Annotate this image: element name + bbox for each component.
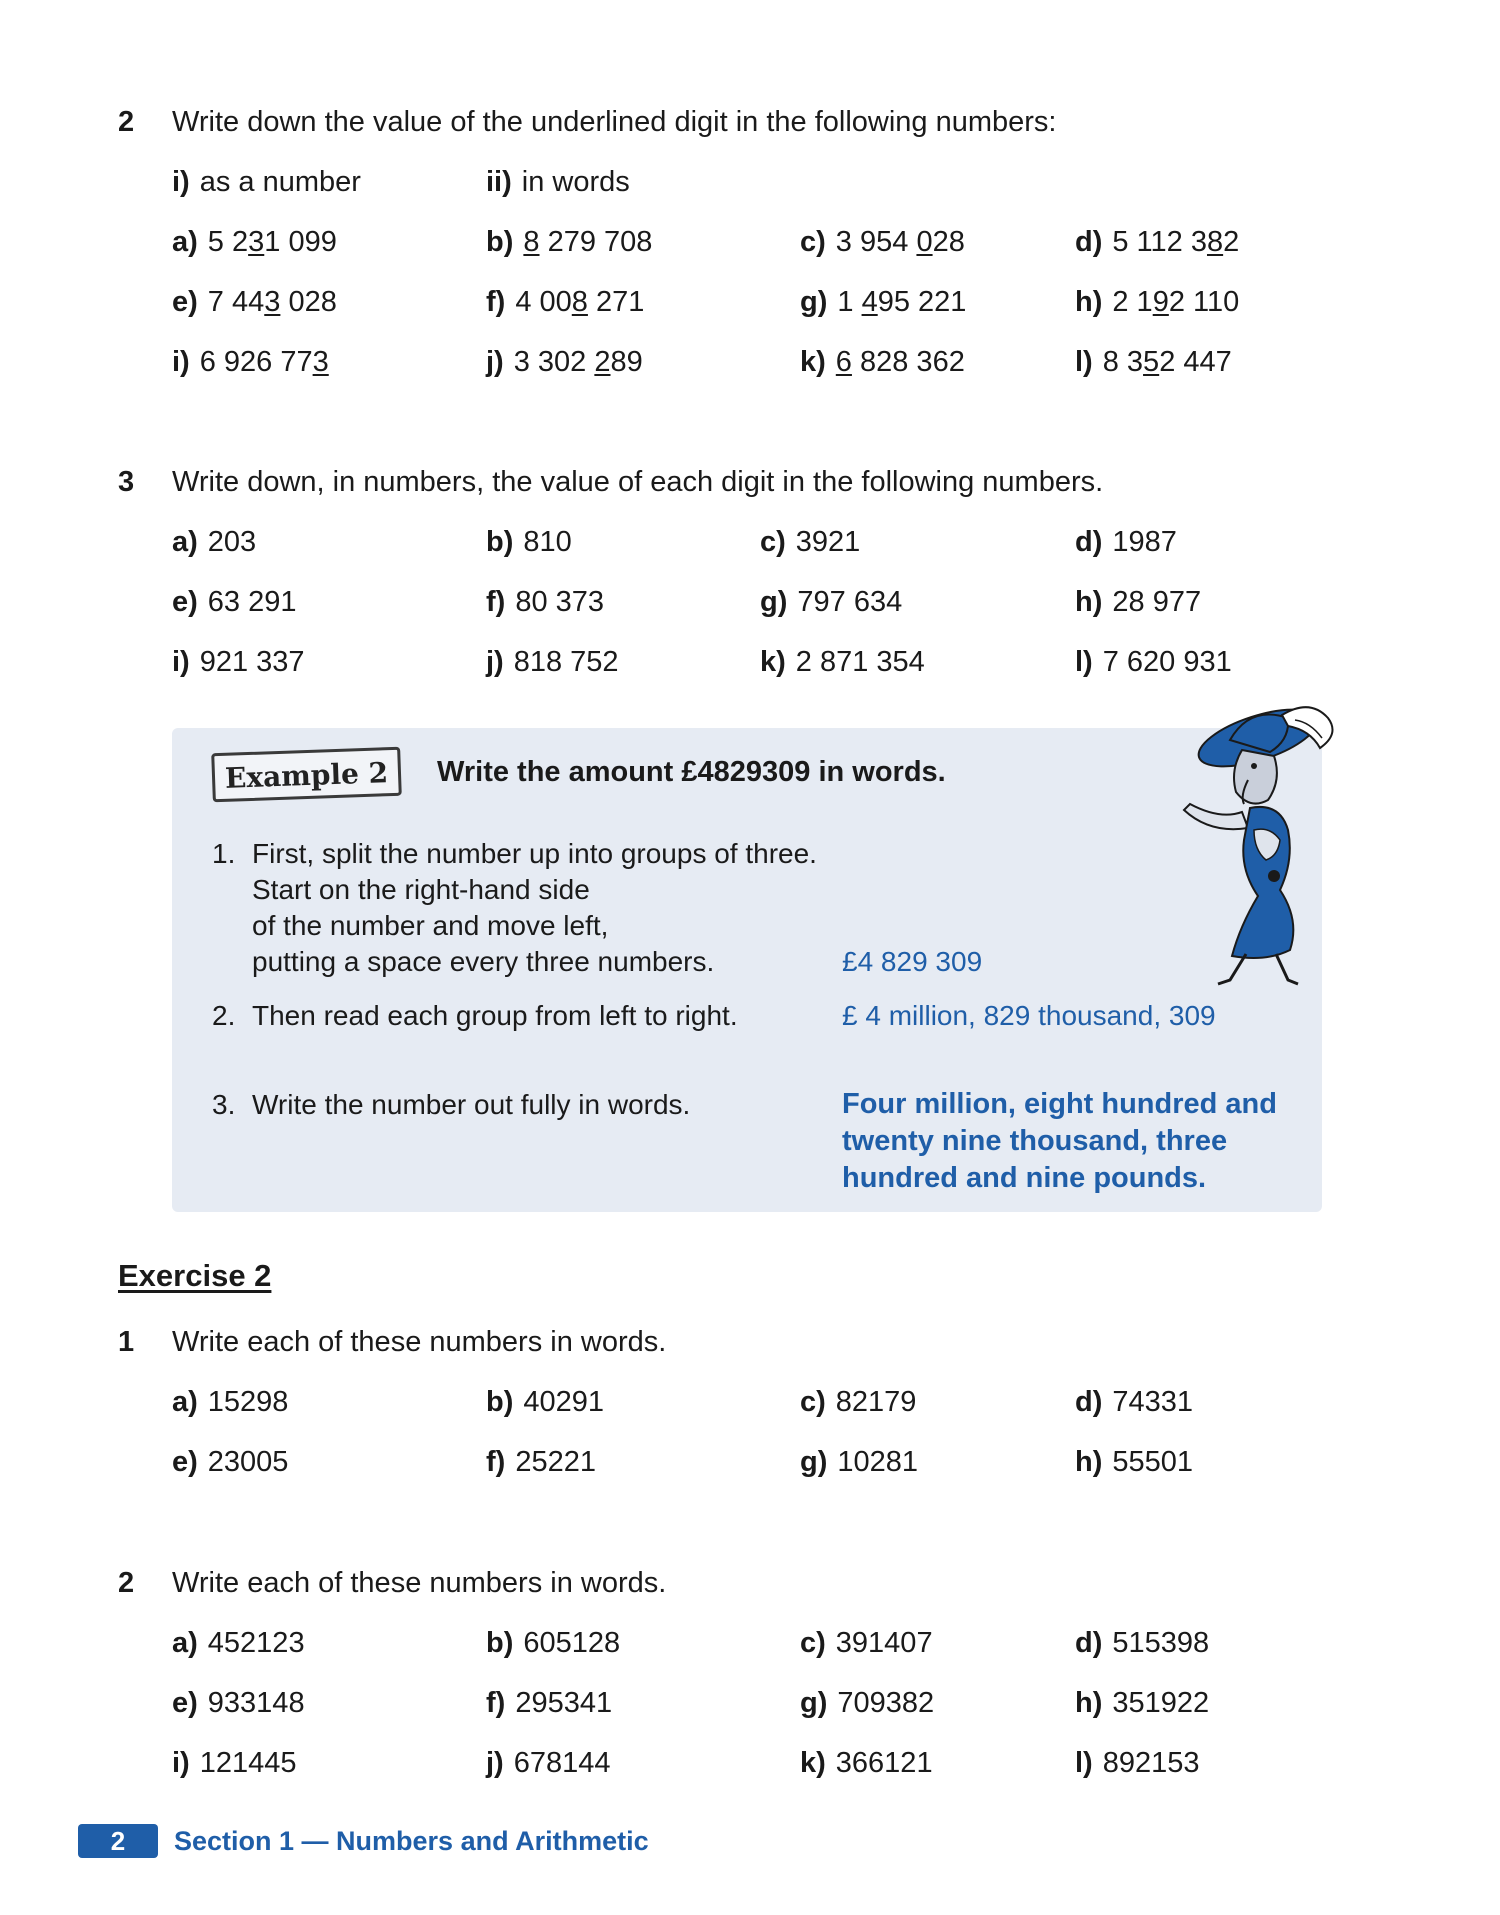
exercise-item: l) 8 352 447 xyxy=(1075,346,1232,378)
exercise-item: g) 1 495 221 xyxy=(800,286,967,318)
exercise-item: d) 74331 xyxy=(1075,1386,1194,1418)
exercise-item: h) 28 977 xyxy=(1075,586,1202,618)
question-number: 1 xyxy=(118,1326,135,1358)
exercise-item: i) 6 926 773 xyxy=(172,346,329,378)
underlined-digit: 2 xyxy=(594,346,611,378)
example-step-3: 3. Write the number out fully in words. xyxy=(212,1089,691,1120)
question-text: Write each of these numbers in words. xyxy=(172,1326,667,1358)
exercise-item: d) 1987 xyxy=(1075,526,1177,558)
underlined-digit: 8 xyxy=(571,286,588,318)
underlined-digit: 8 xyxy=(1206,226,1224,258)
question-text: Write each of these numbers in words. xyxy=(172,1567,667,1599)
example-box xyxy=(172,728,1322,1212)
exercise-item: k) 2 871 354 xyxy=(760,646,925,678)
exercise-item: e) 23005 xyxy=(172,1446,289,1478)
exercise-item: c) 82179 xyxy=(800,1386,917,1418)
page-number-tab: 2 xyxy=(78,1824,158,1858)
underlined-digit: 0 xyxy=(916,226,933,258)
exercise-item: h) 351922 xyxy=(1075,1687,1210,1719)
exercise-item: b) 605128 xyxy=(486,1627,621,1659)
step-1-result: £4 829 309 xyxy=(842,946,983,977)
underlined-digit: 9 xyxy=(1152,286,1169,318)
exercise-heading: Exercise 2 xyxy=(118,1258,272,1293)
exercise-item: f) 295341 xyxy=(486,1687,613,1719)
exercise-item: a) 5 231 099 xyxy=(172,226,337,258)
exercise-item: i) 921 337 xyxy=(172,646,305,678)
exercise-item: a) 203 xyxy=(172,526,257,558)
sub-part: i) as a number xyxy=(172,166,361,198)
exercise-item: g) 709382 xyxy=(800,1687,935,1719)
exercise-item: b) 810 xyxy=(486,526,572,558)
question-number: 3 xyxy=(118,466,135,498)
underlined-digit: 8 xyxy=(523,226,540,258)
exercise-item: h) 55501 xyxy=(1075,1446,1194,1478)
exercise-item: k) 6 828 362 xyxy=(800,346,965,378)
exercise-item: f) 80 373 xyxy=(486,586,605,618)
underlined-digit: 6 xyxy=(835,346,852,378)
exercise-item: g) 797 634 xyxy=(760,586,903,618)
question-number: 2 xyxy=(118,1567,135,1599)
exercise-item: l) 7 620 931 xyxy=(1075,646,1232,678)
exercise-item: g) 10281 xyxy=(800,1446,919,1478)
step-2-result: £ 4 million, 829 thousand, 309 xyxy=(842,1000,1216,1031)
question-number: 2 xyxy=(118,106,135,138)
underlined-digit: 3 xyxy=(312,346,329,378)
exercise-item: d) 5 112 382 xyxy=(1075,226,1240,258)
exercise-item: c) 3921 xyxy=(760,526,861,558)
exercise-item: i) 121445 xyxy=(172,1747,297,1779)
question-text: Write down the value of the underlined digit in the following numbers: xyxy=(172,106,1057,138)
exercise-item: e) 933148 xyxy=(172,1687,305,1719)
underlined-digit: 3 xyxy=(264,286,281,318)
exercise-item: l) 892153 xyxy=(1075,1747,1200,1779)
exercise-item: f) 25221 xyxy=(486,1446,596,1478)
section-title: Section 1 — Numbers and Arithmetic xyxy=(174,1826,649,1856)
sub-part: ii) in words xyxy=(486,166,630,198)
exercise-item: a) 15298 xyxy=(172,1386,289,1418)
exercise-item: j) 818 752 xyxy=(486,646,619,678)
exercise-item: j) 678144 xyxy=(486,1747,611,1779)
exercise-item: e) 63 291 xyxy=(172,586,297,618)
cartoon-lady-illustration xyxy=(1170,700,1360,990)
underlined-digit: 3 xyxy=(248,226,265,258)
exercise-item: b) 40291 xyxy=(486,1386,605,1418)
underlined-digit: 5 xyxy=(1143,346,1160,378)
exercise-item: b) 8 279 708 xyxy=(486,226,653,258)
exercise-item: c) 391407 xyxy=(800,1627,933,1659)
exercise-item: f) 4 008 271 xyxy=(486,286,645,318)
exercise-item: d) 515398 xyxy=(1075,1627,1210,1659)
exercise-item: h) 2 192 110 xyxy=(1075,286,1240,318)
exercise-item: k) 366121 xyxy=(800,1747,933,1779)
underlined-digit: 4 xyxy=(861,286,878,318)
example-title: Write the amount £4829309 in words. xyxy=(437,756,946,788)
exercise-item: c) 3 954 028 xyxy=(800,226,965,258)
question-text: Write down, in numbers, the value of each digit in the following numbers. xyxy=(172,466,1104,498)
step-3-result: Four million, eight hundred and twenty nine thousand, three hundred and nine pounds. xyxy=(842,1088,1277,1194)
exercise-item: e) 7 443 028 xyxy=(172,286,337,318)
example-badge: Example 2 xyxy=(211,747,402,803)
exercise-item: j) 3 302 289 xyxy=(486,346,643,378)
example-step-1: 1. First, split the number up into groups of three. Start on the right-hand side of the number and move left, putting a space every three numbers. xyxy=(212,838,817,977)
example-step-2: 2. Then read each group from left to right. xyxy=(212,1000,738,1031)
exercise-item: a) 452123 xyxy=(172,1627,305,1659)
